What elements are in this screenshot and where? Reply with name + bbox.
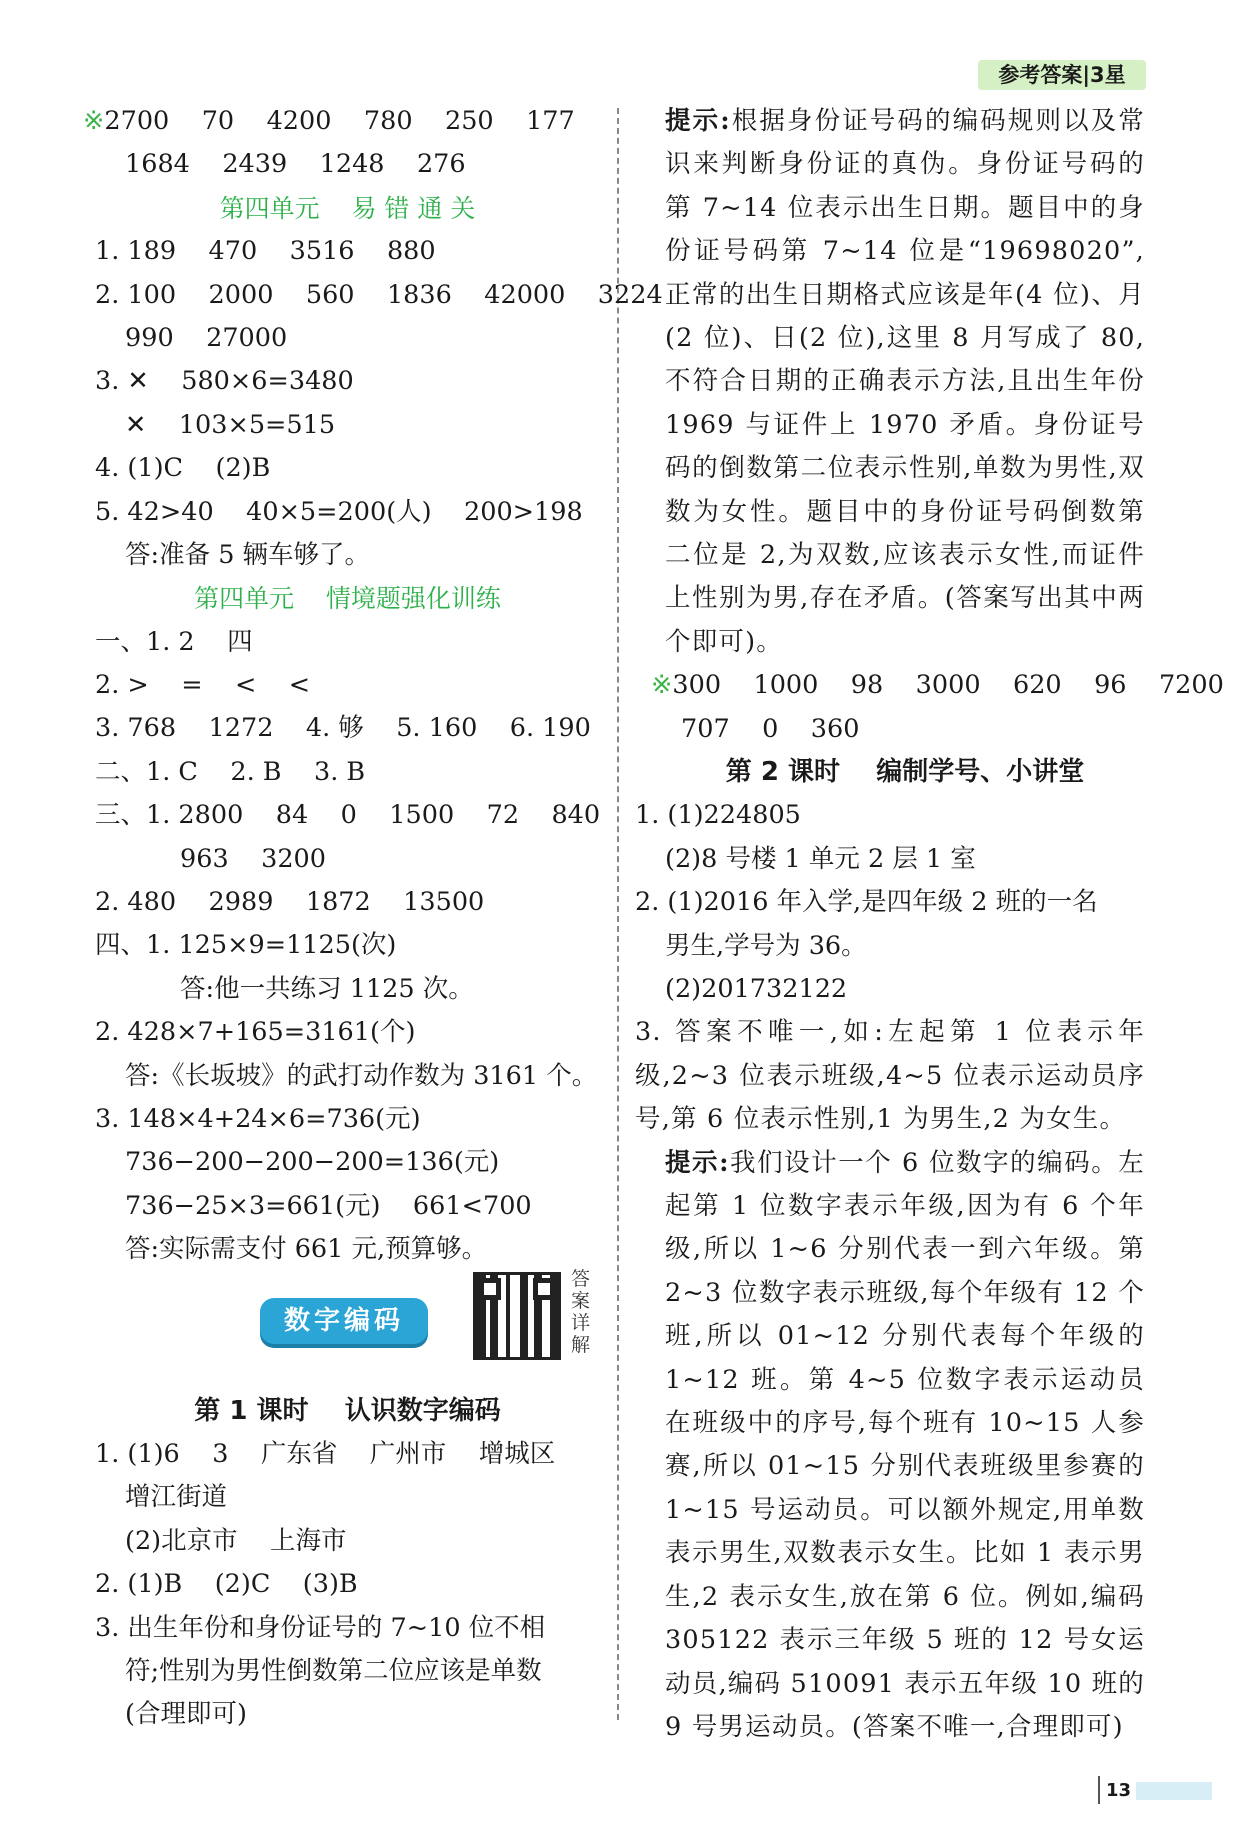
qr-code-label: 答案详解 (571, 1267, 591, 1356)
text-line: 答:《长坂坡》的武打动作数为 3161 个。 (125, 1060, 598, 1091)
text-line: 3. 出生年份和身份证号的 7~10 位不相 (95, 1612, 546, 1643)
text-line: (2)201732122 (665, 974, 848, 1005)
hint-paragraph-id-card (665, 100, 1145, 664)
text-line: 符;性别为男性倒数第二位应该是单数 (125, 1655, 542, 1686)
reference-mark-icon: ※ (83, 106, 105, 136)
lesson1-title: 第 1 课时 认识数字编码 (194, 1395, 501, 1426)
text-line: (2)北京市 上海市 (125, 1525, 347, 1556)
answer-key-badge: 参考答案|3星 (978, 60, 1146, 90)
text-line: 一、1. 2 四 (95, 626, 253, 657)
text-line: 5. 42>40 40×5=200(人) 200>198 (95, 496, 583, 527)
text-line: 736−25×3=661(元) 661<700 (125, 1190, 532, 1221)
left-column (83, 100, 663, 1737)
text-line: 1. (1)224805 (635, 800, 801, 831)
text-line: 2. 480 2989 1872 13500 (95, 887, 485, 918)
hint-label: 提示: (665, 1147, 730, 1178)
text-line: 二、1. C 2. B 3. B (95, 756, 366, 787)
text-line: 3. ✕ 580×6=3480 (95, 366, 354, 397)
text-line: ※300 1000 98 3000 620 96 7200 (651, 670, 1224, 701)
text-line: 707 0 360 (681, 713, 860, 744)
section-title-unit4-errors: 第四单元 易 错 通 关 (219, 193, 476, 223)
text-line: 答:实际需支付 661 元,预算够。 (125, 1234, 488, 1265)
text-line: 4. (1)C (2)B (95, 453, 271, 484)
text-line: 2. > = < < (95, 670, 311, 701)
text-line: 3. 148×4+24×6=736(元) (95, 1103, 421, 1134)
text-line: 答:准备 5 辆车够了。 (125, 539, 371, 570)
hint-text: 根据身份证号码的编码规则以及常识来判断身份证的真伪。身份证号码的第 7~14 位表示出生日期。题目中的身份证号码第 7~14 位是“19698020”,正常的出生日期格式应该是年(4 位)、月(2 位)、日(2 位),这里 8 月写成了 80,不符合日期的正确表示方法,且出生年份 1969 与证件上 1970 矛盾。身份证号码的倒数第二位表示性别,单数为男性,双数为女性。题目中的身份证号码倒数第二位是 2,为双数,应该表示女性,而证件上性别为男,存在矛盾。(答案写出其中两个即可)。 (665, 106, 1145, 657)
digit-coding-banner: 数字编码 (260, 1298, 428, 1344)
text-line: 2. (1)B (2)C (3)B (95, 1569, 358, 1600)
answer-paragraph-coding: 3. 答案不唯一,如:左起第 1 位表示年级,2~3 位表示班级,4~5 位表示运动员序号,第 6 位表示性别,1 为男生,2 为女生。 (635, 1017, 1145, 1135)
text-line: 1684 2439 1248 276 (125, 149, 466, 180)
text-line: (合理即可) (125, 1699, 247, 1730)
column-divider (617, 108, 619, 1720)
lesson2-title: 第 2 课时 编制学号、小讲堂 (725, 757, 1085, 788)
text-line: 增江街道 (125, 1482, 228, 1513)
text-line: 男生,学号为 36。 (665, 930, 867, 961)
reference-mark-icon: ※ (651, 670, 673, 701)
text-line: 736−200−200−200=136(元) (125, 1147, 500, 1178)
text-line: ※2700 70 4200 780 250 177 (83, 106, 575, 136)
right-column (635, 100, 1224, 1749)
text-line: 答:他一共练习 1125 次。 (180, 973, 474, 1004)
text-line: 四、1. 125×9=1125(次) (95, 930, 397, 961)
text-line: (2)8 号楼 1 单元 2 层 1 室 (665, 843, 976, 874)
hint-text: 我们设计一个 6 位数字的编码。左起第 1 位数字表示年级,因为有 6 个年级,所以 1~6 分别代表一到六年级。第 2~3 位数字表示班级,每个年级有 12 个班,所以 01~12 分别代表每个年级的 1~12 班。第 4~5 位数字表示运动员在班级中的序号,每个班有 10~15 人参赛,所以 01~15 分别代表班级里参赛的 1~15 号运动员。可以额外规定,用单数表示男生,双数表示女生。比如 1 表示男生,2 表示女生,放在第 6 位。例如,编码 305122 表示三年级 5 班的 12 号女运动员,编码 510091 表示五年级 10 班的 9 号男运动员。(答案不唯一,合理即可) (665, 1147, 1145, 1742)
qr-code-icon[interactable] (473, 1272, 561, 1360)
page-number-bar (1136, 1782, 1212, 1800)
section-title-unit4-scenario: 第四单元 情境题强化训练 (194, 584, 501, 614)
page-number-separator (1098, 1776, 1100, 1804)
text-line: 963 3200 (180, 843, 326, 874)
text-line: ✕ 103×5=515 (125, 409, 336, 440)
text-line: 三、1. 2800 84 0 1500 72 840 (95, 800, 601, 831)
text-line: 2. 100 2000 560 1836 42000 3224 (95, 279, 663, 310)
text-line: 2. (1)2016 年入学,是四年级 2 班的一名 (635, 887, 1098, 918)
text-line: 1. 189 470 3516 880 (95, 236, 436, 267)
text-line: 2. 428×7+165=3161(个) (95, 1017, 416, 1048)
hint-paragraph-coding (665, 1142, 1145, 1750)
text-line: 1. (1)6 3 广东省 广州市 增城区 (95, 1438, 556, 1469)
text-line: 990 27000 (125, 322, 288, 353)
page-number: 13 (1106, 1780, 1132, 1801)
text-line: 3. 768 1272 4. 够 5. 160 6. 190 (95, 713, 591, 744)
digit-coding-banner-row (95, 1267, 600, 1390)
hint-label: 提示: (665, 106, 731, 136)
